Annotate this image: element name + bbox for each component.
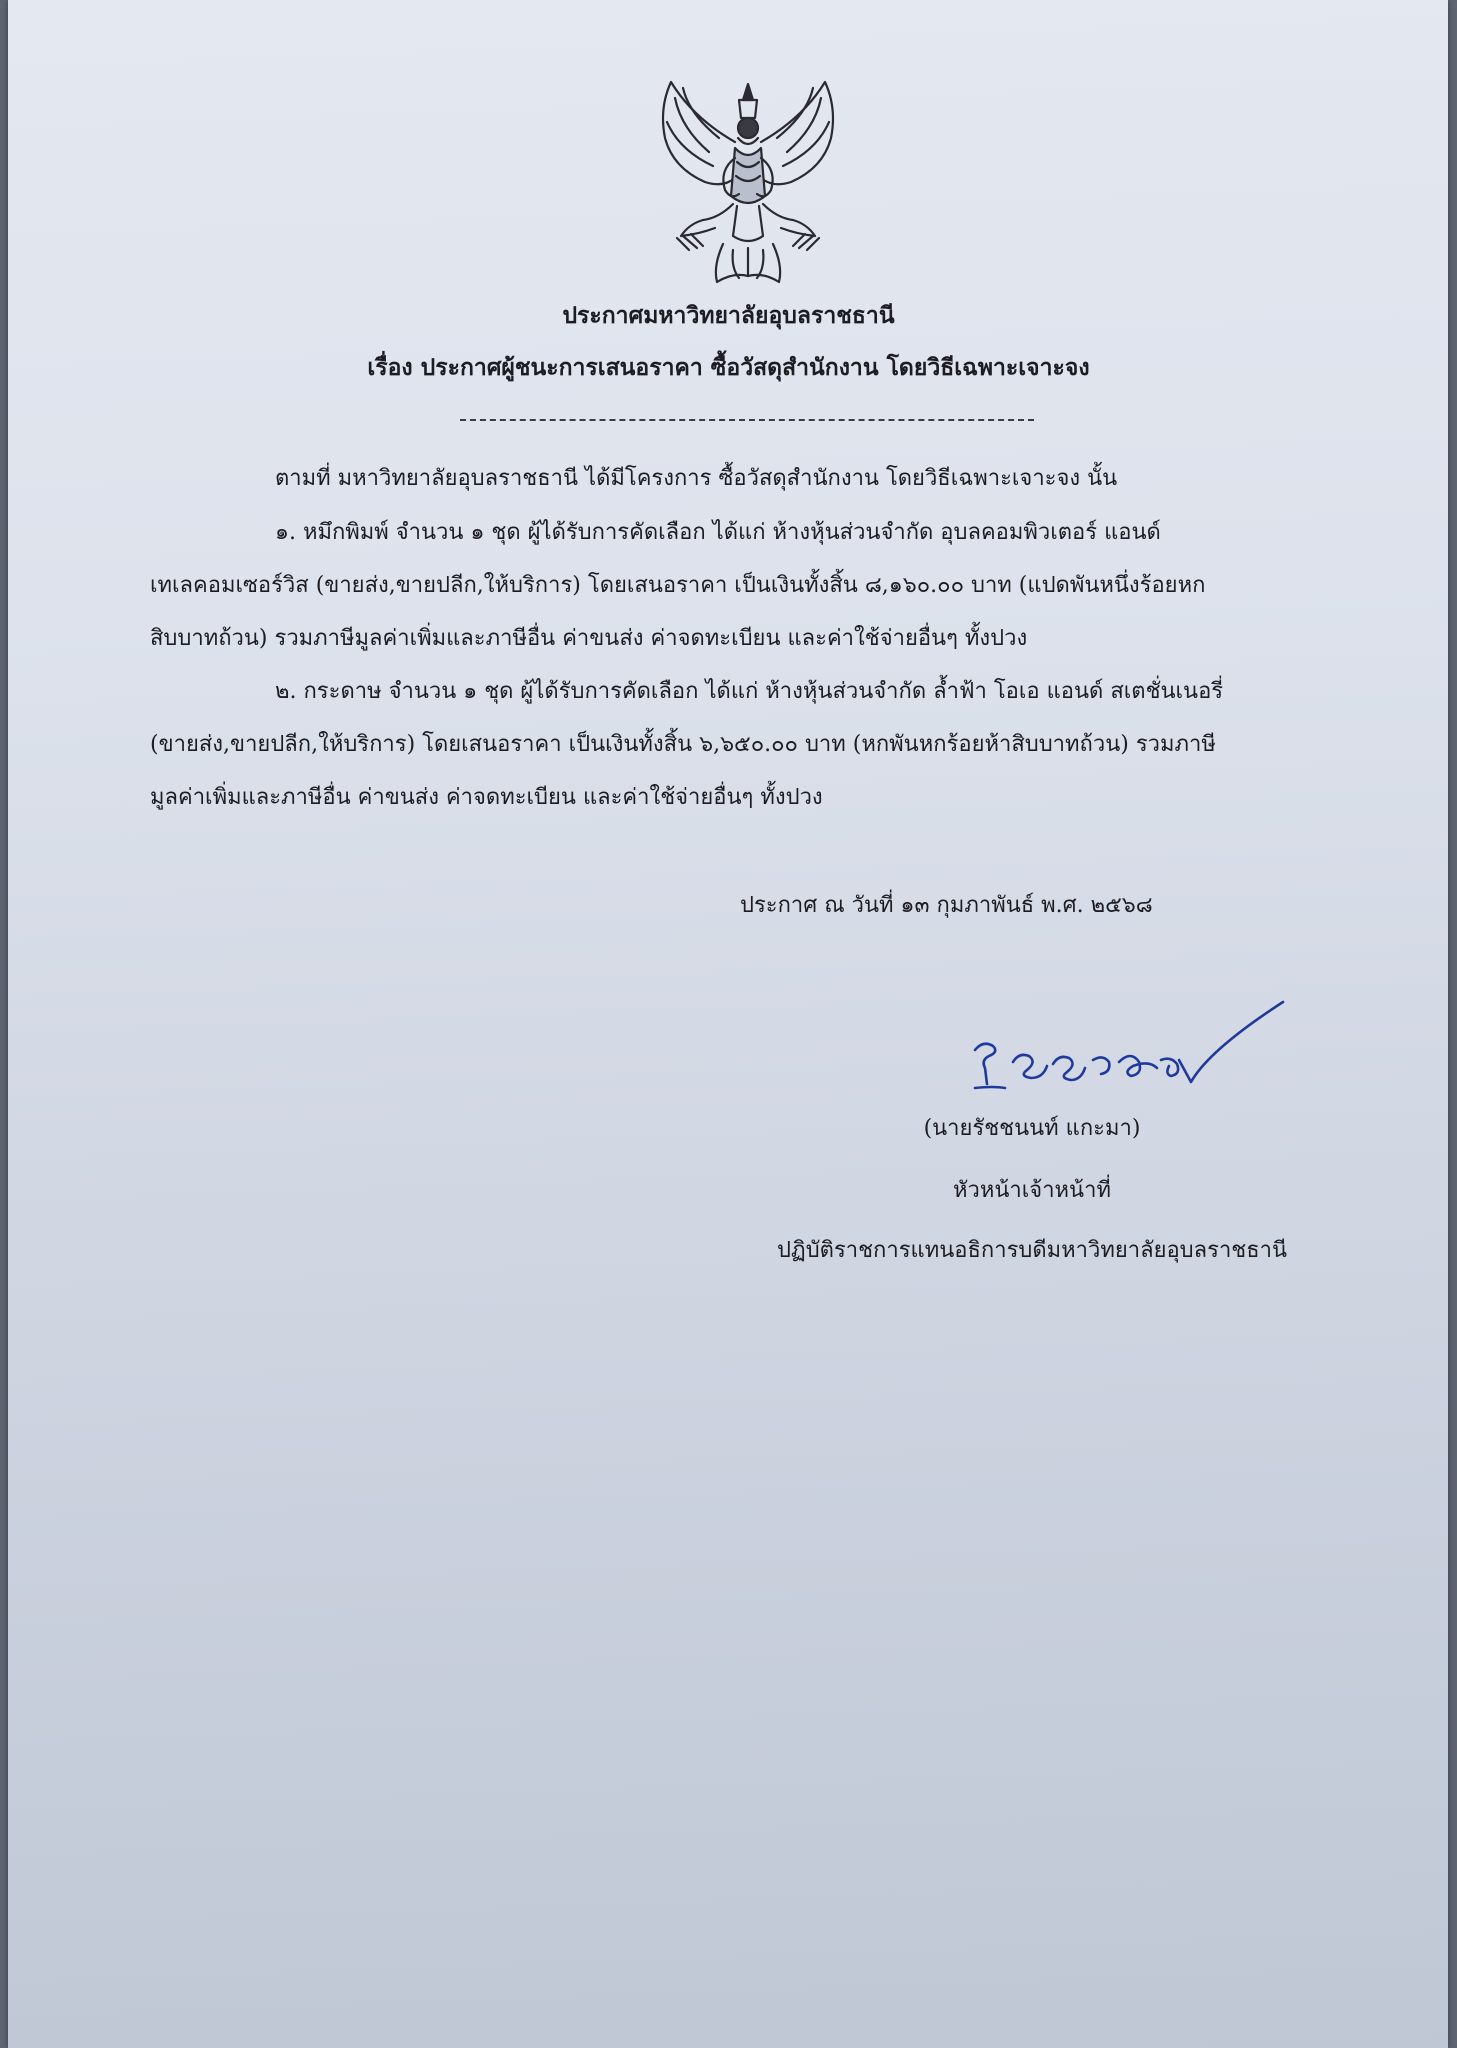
- item2-line1: ๒. กระดาษ จำนวน ๑ ชุด ผู้ได้รับการคัดเลือก ได้แก่ ห้างหุ้นส่วนจำกัด ล้ำฟ้า โอเอ แอนด์ สเตชั่นเนอรี่: [275, 679, 1224, 704]
- announcement-subject: เรื่อง ประกาศผู้ชนะการเสนอราคา ซื้อวัสดุสำนักงาน โดยวิธีเฉพาะเจาะจง: [367, 354, 1090, 381]
- handwritten-signature: [953, 990, 1293, 1100]
- signatory-title: หัวหน้าเจ้าหน้าที่: [953, 1178, 1111, 1203]
- intro-paragraph: ตามที่ มหาวิทยาลัยอุบลราชธานี ได้มีโครงการ ซื้อวัสดุสำนักงาน โดยวิธีเฉพาะเจาะจง นั้น: [275, 466, 1118, 491]
- item1-line3: สิบบาทถ้วน) รวมภาษีมูลค่าเพิ่มและภาษีอื่น ค่าขนส่ง ค่าจดทะเบียน และค่าใช้จ่ายอื่นๆ ทั้งปวง: [150, 626, 1028, 651]
- announcement-title: ประกาศมหาวิทยาลัยอุบลราชธานี: [562, 302, 895, 329]
- document-page: [8, 0, 1448, 2048]
- signatory-name: (นายรัชชนนท์ แกะมา): [923, 1116, 1141, 1141]
- signatory-position: ปฏิบัติราชการแทนอธิการบดีมหาวิทยาลัยอุบลราชธานี: [776, 1238, 1288, 1263]
- item2-line2: (ขายส่ง,ขายปลีก,ให้บริการ) โดยเสนอราคา เป็นเงินทั้งสิ้น ๖,๖๕๐.๐๐ บาท (หกพันหกร้อยห้าสิบบาทถ้วน) รวมภาษี: [150, 732, 1216, 757]
- item1-line2: เทเลคอมเซอร์วิส (ขายส่ง,ขายปลีก,ให้บริการ) โดยเสนอราคา เป็นเงินทั้งสิ้น ๘,๑๖๐.๐๐ บาท (แปดพันหนึ่งร้อยหก: [150, 573, 1206, 598]
- announcement-date: ประกาศ ณ วันที่ ๑๓ กุมภาพันธ์ พ.ศ. ๒๕๖๘: [740, 893, 1153, 918]
- divider-line: [460, 419, 1034, 421]
- item1-line1: ๑. หมึกพิมพ์ จำนวน ๑ ชุด ผู้ได้รับการคัดเลือก ได้แก่ ห้างหุ้นส่วนจำกัด อุบลคอมพิวเตอร์ แอนด์: [275, 520, 1161, 545]
- item2-line3: มูลค่าเพิ่มและภาษีอื่น ค่าขนส่ง ค่าจดทะเบียน และค่าใช้จ่ายอื่นๆ ทั้งปวง: [150, 785, 823, 810]
- garuda-emblem-icon: [653, 78, 843, 284]
